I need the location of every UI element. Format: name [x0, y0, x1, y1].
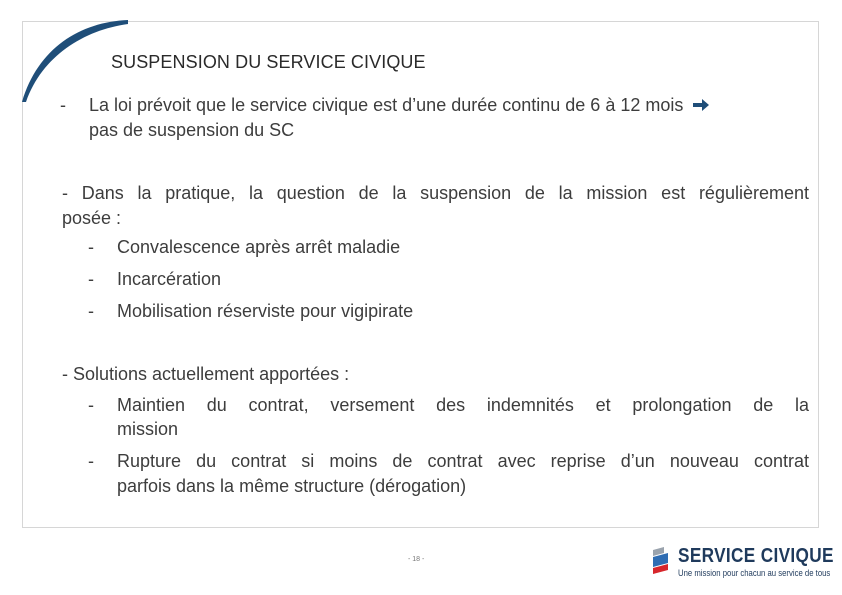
bullet-dash: -	[60, 95, 66, 115]
service-civique-logo	[650, 545, 834, 581]
logo-name: SERVICE CIVIQUE	[678, 545, 834, 567]
intro-line-2: pas de suspension du SC	[89, 120, 295, 140]
list-item: Incarcération	[117, 269, 222, 289]
solution-item-2-line-1: Rupture du contrat si moins de contrat avec reprise d’un nouveau contrat	[117, 451, 809, 471]
page-number: - 18 -	[408, 556, 425, 563]
list-item: Mobilisation réserviste pour vigipirate	[117, 301, 414, 321]
solution-item-1-line-2: mission	[117, 419, 179, 439]
list-dash: -	[88, 237, 94, 257]
intro-text	[89, 93, 710, 119]
logo-mark-icon	[650, 546, 672, 576]
list-dash: -	[88, 451, 94, 471]
practice-line-1: - Dans la pratique, la question de la suspension de la mission est régulièrement	[62, 183, 809, 203]
list-dash: -	[88, 269, 94, 289]
list-dash: -	[88, 301, 94, 321]
logo-tagline: Une mission pour chacun au service de tous	[678, 568, 831, 578]
slide-title: SUSPENSION DU SERVICE CIVIQUE	[111, 52, 426, 72]
arrow-right-icon	[692, 95, 710, 119]
list-item: Convalescence après arrêt maladie	[117, 237, 401, 257]
practice-line-2: posée :	[62, 208, 122, 228]
intro-line-1: La loi prévoit que le service civique est d’une durée continu de 6 à 12 mois	[89, 95, 684, 115]
solution-item-1-line-1: Maintien du contrat, versement des indemnités et prolongation de la	[117, 395, 809, 415]
solution-item-2-line-2: parfois dans la même structure (dérogation)	[117, 476, 467, 496]
solutions-heading: - Solutions actuellement apportées :	[62, 364, 350, 384]
list-dash: -	[88, 395, 94, 415]
